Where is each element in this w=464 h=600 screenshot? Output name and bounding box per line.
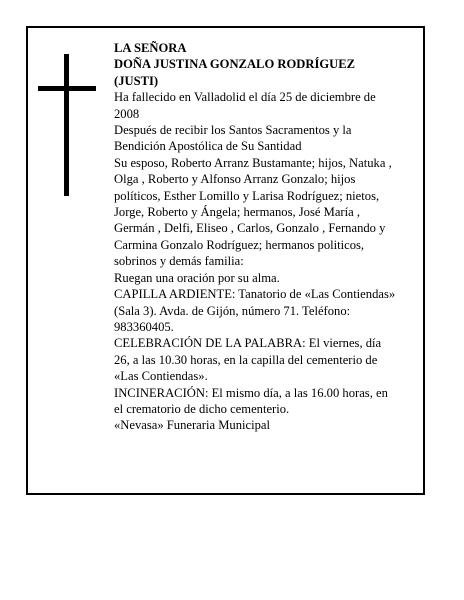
family-line: Jorge, Roberto y Ángela; hermanos, José María , [114,205,360,220]
blessing-line: Bendición Apostólica de Su Santidad [114,139,302,154]
family-line: Olga , Roberto y Alfonso Arranz Gonzalo; hijos [114,172,356,187]
sacraments-line: Después de recibir los Santos Sacramentos y la [114,123,352,138]
funeral-home: «Nevasa» Funeraria Municipal [114,418,270,433]
heading-title: LA SEÑORA [114,41,187,55]
service-details: «Las Contiendas». [114,369,208,384]
deceased-alias: (JUSTI) [114,73,159,88]
death-announcement: Ha fallecido en Valladolid el día 25 de diciembre de [114,90,376,105]
service-details: 26, a las 10.30 horas, en la capilla del cementerio de [114,352,378,367]
prayer-request: Ruegan una oración por su alma. [114,270,280,285]
family-line: sobrinos y demás familia: [114,254,244,269]
cremation-details: INCINERACIÓN: El mismo día, a las 16.00 horas, en [114,385,388,400]
cremation-details: el crematorio de dicho cementerio. [114,401,290,416]
family-line: Carmina Gonzalo Rodríguez; hermanos politicos, [114,237,365,252]
chapel-phone: 983360405. [114,319,174,334]
obituary-notice [26,26,425,495]
cross-horizontal-bar [38,86,96,91]
death-year: 2008 [114,106,140,121]
obituary-text [114,40,426,434]
chapel-details: (Sala 3). Avda. de Gijón, número 71. Teléfono: [114,303,351,318]
family-line: Su esposo, Roberto Arranz Bustamante; hijos, Natuka , [114,155,392,170]
service-details: CELEBRACIÓN DE LA PALABRA: El viernes, día [114,336,382,351]
family-line: Germán , Delfi, Eliseo , Carlos, Gonzalo , Fernando y [114,221,386,236]
cross-vertical-bar [64,54,69,196]
chapel-details: CAPILLA ARDIENTE: Tanatorio de «Las Contiendas» [114,287,396,302]
deceased-name: DOÑA JUSTINA GONZALO RODRÍGUEZ [114,57,356,72]
cross-icon [38,54,96,196]
family-line: políticos, Esther Lomillo y Larisa Rodríguez; nietos, [114,188,380,203]
